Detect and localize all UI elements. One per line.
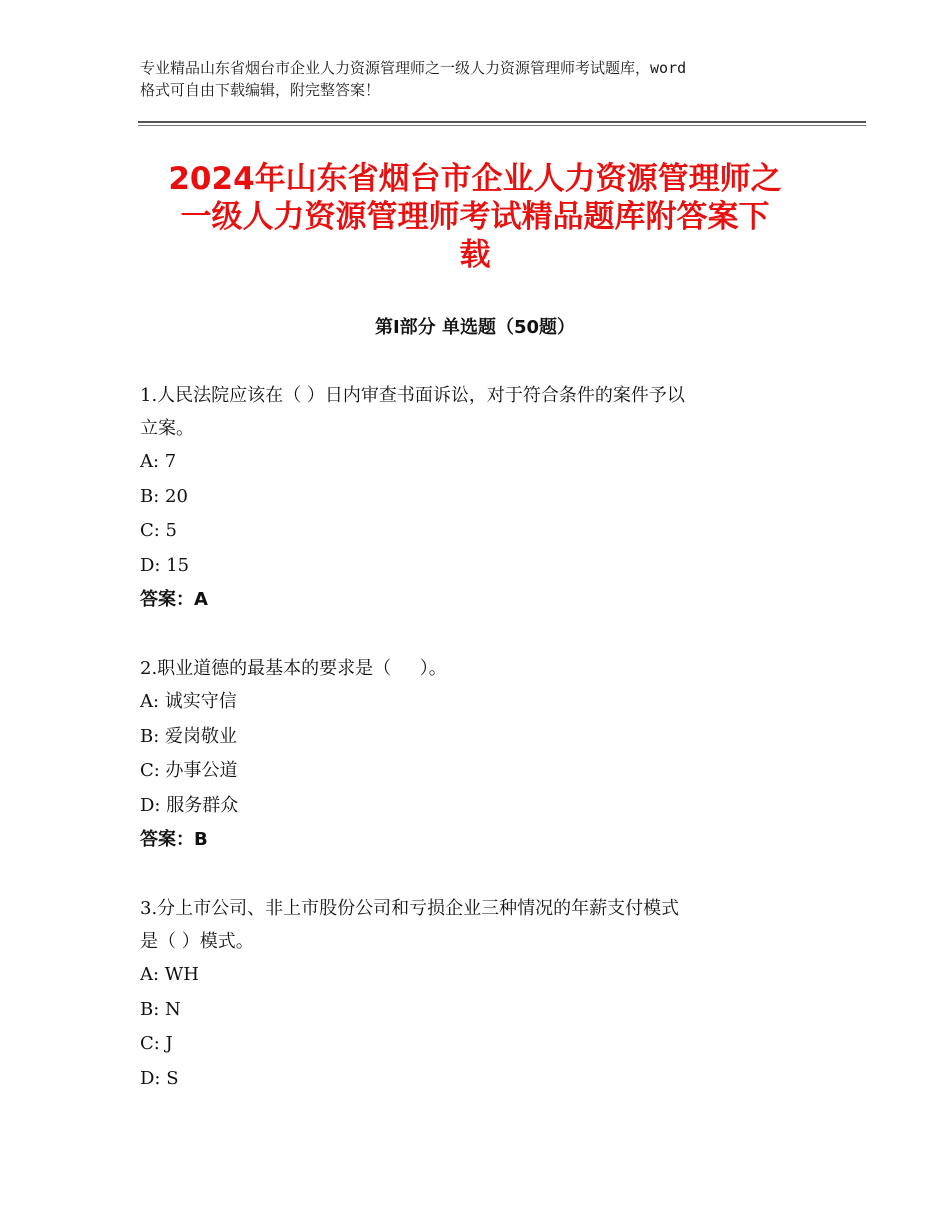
question-2-option-d: D: 服务群众 (140, 794, 239, 816)
document-title-line-2: 一级人力资源管理师考试精品题库附答案下 (180, 199, 770, 235)
question-1-stem-line-2: 立案。 (140, 418, 194, 439)
question-1-option-b: B: 20 (140, 485, 188, 507)
question-2-answer: 答案：B (140, 829, 208, 850)
question-1-option-a: A: 7 (140, 451, 177, 472)
question-2 (140, 652, 820, 857)
document-title-line-3: 载 (459, 237, 491, 273)
question-2-option-a: A: 诚实守信 (140, 691, 237, 712)
question-3 (140, 892, 820, 1096)
document-title (140, 160, 810, 274)
question-1-stem-line-1: 1.人民法院应该在（ ）日内审查书面诉讼，对于符合条件的案件予以 (140, 385, 685, 406)
question-3-option-a: A: WH (140, 964, 199, 985)
header-note-line-2: 格式可自由下载编辑，附完整答案！ (140, 81, 381, 99)
question-1 (140, 379, 820, 617)
question-3-option-d: D: S (140, 1067, 179, 1089)
header-note (140, 57, 840, 101)
question-3-option-b: B: N (140, 998, 181, 1020)
question-1-answer: 答案：A (140, 589, 208, 610)
question-1-option-d: D: 15 (140, 554, 190, 576)
question-3-stem-line-1: 3.分上市公司、非上市股份公司和亏损企业三种情况的年薪支付模式 (140, 898, 680, 919)
header-divider-thin (138, 125, 866, 126)
question-2-option-c: C: 办事公道 (140, 760, 238, 781)
question-2-option-b: B: 爱岗敬业 (140, 725, 238, 747)
question-2-stem-line-1: 2.职业道德的最基本的要求是（ ）。 (140, 658, 447, 679)
header-divider-thick (138, 121, 866, 123)
section-heading: 第Ⅰ部分 单选题（50题） (374, 317, 575, 338)
question-1-option-c: C: 5 (140, 520, 178, 541)
header-note-line-1: 专业精品山东省烟台市企业人力资源管理师之一级人力资源管理师考试题库，word (140, 59, 687, 77)
question-3-option-c: C: J (140, 1033, 173, 1054)
document-title-line-1: 2024年山东省烟台市企业人力资源管理师之 (168, 161, 782, 197)
question-3-stem-line-2: 是（ ）模式。 (140, 931, 254, 952)
